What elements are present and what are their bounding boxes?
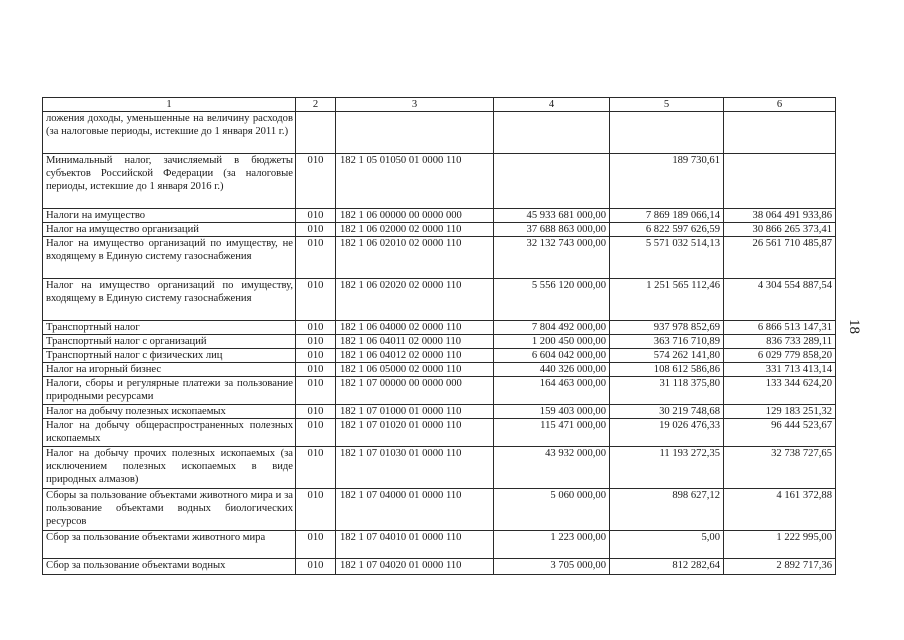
row-value-col6: 133 344 624,20 [724, 377, 836, 405]
table-row [43, 559, 836, 575]
row-value-col6 [724, 154, 836, 209]
row-budget-code: 182 1 05 01050 01 0000 110 [336, 154, 494, 209]
row-budget-code: 182 1 06 04012 02 0000 110 [336, 349, 494, 363]
row-value-col6: 96 444 523,67 [724, 419, 836, 447]
row-budget-code: 182 1 07 00000 00 0000 000 [336, 377, 494, 405]
row-budget-code: 182 1 07 04000 01 0000 110 [336, 489, 494, 531]
row-name: Налоги на имущество [43, 209, 296, 223]
table-row [43, 154, 836, 209]
row-code: 010 [296, 531, 336, 559]
row-value-col4: 3 705 000,00 [494, 559, 610, 575]
row-code: 010 [296, 223, 336, 237]
row-value-col5: 108 612 586,86 [610, 363, 724, 377]
row-budget-code: 182 1 06 04000 02 0000 110 [336, 321, 494, 335]
row-value-col4: 5 556 120 000,00 [494, 279, 610, 321]
row-name: Сбор за пользование объектами водных [43, 559, 296, 575]
table-row [43, 209, 836, 223]
row-value-col5: 11 193 272,35 [610, 447, 724, 489]
row-name: Налог на имущество организаций [43, 223, 296, 237]
column-header: 3 [336, 98, 494, 112]
table-row [43, 405, 836, 419]
row-value-col5: 6 822 597 626,59 [610, 223, 724, 237]
row-value-col5: 937 978 852,69 [610, 321, 724, 335]
row-code: 010 [296, 209, 336, 223]
row-name: Налог на добычу полезных ископаемых [43, 405, 296, 419]
row-value-col6 [724, 112, 836, 154]
column-header: 4 [494, 98, 610, 112]
row-value-col5: 30 219 748,68 [610, 405, 724, 419]
row-value-col5: 5,00 [610, 531, 724, 559]
column-header: 6 [724, 98, 836, 112]
row-value-col6: 38 064 491 933,86 [724, 209, 836, 223]
row-value-col4 [494, 154, 610, 209]
column-header: 5 [610, 98, 724, 112]
row-value-col6: 129 183 251,32 [724, 405, 836, 419]
row-code: 010 [296, 489, 336, 531]
row-name: Налог на имущество организаций по имуществу, не входящему в Единую систему газоснабжения [43, 237, 296, 279]
revenue-table [42, 97, 836, 575]
row-code: 010 [296, 321, 336, 335]
row-value-col4: 43 932 000,00 [494, 447, 610, 489]
row-value-col5: 363 716 710,89 [610, 335, 724, 349]
column-header: 2 [296, 98, 336, 112]
row-value-col5: 5 571 032 514,13 [610, 237, 724, 279]
row-name: Налог на имущество организаций по имуществу, входящему в Единую систему газоснабжения [43, 279, 296, 321]
row-budget-code: 182 1 06 02020 02 0000 110 [336, 279, 494, 321]
row-name: Транспортный налог с физических лиц [43, 349, 296, 363]
row-value-col4: 7 804 492 000,00 [494, 321, 610, 335]
row-value-col5: 19 026 476,33 [610, 419, 724, 447]
row-value-col4: 115 471 000,00 [494, 419, 610, 447]
row-value-col6: 2 892 717,36 [724, 559, 836, 575]
row-value-col6: 4 161 372,88 [724, 489, 836, 531]
row-value-col6: 30 866 265 373,41 [724, 223, 836, 237]
table-row [43, 489, 836, 531]
row-value-col4: 1 223 000,00 [494, 531, 610, 559]
row-budget-code: 182 1 06 04011 02 0000 110 [336, 335, 494, 349]
row-value-col6: 32 738 727,65 [724, 447, 836, 489]
row-value-col4: 1 200 450 000,00 [494, 335, 610, 349]
row-name: Налог на добычу прочих полезных ископаемых (за исключением полезных ископаемых в виде природных алмазов) [43, 447, 296, 489]
row-budget-code: 182 1 06 05000 02 0000 110 [336, 363, 494, 377]
row-code: 010 [296, 279, 336, 321]
row-name: Сбор за пользование объектами животного мира [43, 531, 296, 559]
row-budget-code: 182 1 06 02000 02 0000 110 [336, 223, 494, 237]
row-value-col4: 5 060 000,00 [494, 489, 610, 531]
row-value-col6: 26 561 710 485,87 [724, 237, 836, 279]
table-body [43, 98, 836, 575]
table-row [43, 279, 836, 321]
row-value-col4: 159 403 000,00 [494, 405, 610, 419]
row-name: Транспортный налог с организаций [43, 335, 296, 349]
row-value-col6: 4 304 554 887,54 [724, 279, 836, 321]
row-value-col5: 898 627,12 [610, 489, 724, 531]
row-code: 010 [296, 405, 336, 419]
table-row [43, 237, 836, 279]
column-number-row [43, 98, 836, 112]
row-code: 010 [296, 377, 336, 405]
table-row [43, 223, 836, 237]
row-code: 010 [296, 335, 336, 349]
column-header: 1 [43, 98, 296, 112]
row-budget-code [336, 112, 494, 154]
row-code [296, 112, 336, 154]
row-value-col4: 164 463 000,00 [494, 377, 610, 405]
row-code: 010 [296, 237, 336, 279]
row-code: 010 [296, 447, 336, 489]
row-value-col4: 37 688 863 000,00 [494, 223, 610, 237]
row-value-col4: 440 326 000,00 [494, 363, 610, 377]
row-budget-code: 182 1 06 00000 00 0000 000 [336, 209, 494, 223]
row-value-col5: 189 730,61 [610, 154, 724, 209]
row-name: ложения доходы, уменьшенные на величину расходов (за налоговые периоды, истекшие до 1 января 2011 г.) [43, 112, 296, 154]
row-value-col4: 32 132 743 000,00 [494, 237, 610, 279]
row-budget-code: 182 1 07 01030 01 0000 110 [336, 447, 494, 489]
row-budget-code: 182 1 07 04020 01 0000 110 [336, 559, 494, 575]
row-value-col5: 574 262 141,80 [610, 349, 724, 363]
row-budget-code: 182 1 07 01020 01 0000 110 [336, 419, 494, 447]
row-value-col6: 836 733 289,11 [724, 335, 836, 349]
row-name: Минимальный налог, зачисляемый в бюджеты субъектов Российской Федерации (за налоговые периоды, истекшие до 1 января 2016 г.) [43, 154, 296, 209]
row-code: 010 [296, 419, 336, 447]
row-value-col6: 6 029 779 858,20 [724, 349, 836, 363]
row-value-col5: 812 282,64 [610, 559, 724, 575]
row-value-col6: 331 713 413,14 [724, 363, 836, 377]
row-budget-code: 182 1 07 01000 01 0000 110 [336, 405, 494, 419]
row-code: 010 [296, 363, 336, 377]
row-code: 010 [296, 559, 336, 575]
row-value-col6: 1 222 995,00 [724, 531, 836, 559]
row-budget-code: 182 1 06 02010 02 0000 110 [336, 237, 494, 279]
row-name: Налог на добычу общераспространенных полезных ископаемых [43, 419, 296, 447]
table-row [43, 377, 836, 405]
row-value-col6: 6 866 513 147,31 [724, 321, 836, 335]
table-row [43, 531, 836, 559]
row-value-col4: 6 604 042 000,00 [494, 349, 610, 363]
row-code: 010 [296, 154, 336, 209]
row-value-col5: 31 118 375,80 [610, 377, 724, 405]
row-name: Транспортный налог [43, 321, 296, 335]
row-value-col4 [494, 112, 610, 154]
row-budget-code: 182 1 07 04010 01 0000 110 [336, 531, 494, 559]
table-row [43, 349, 836, 363]
table-row [43, 321, 836, 335]
row-value-col5 [610, 112, 724, 154]
table-row [43, 447, 836, 489]
row-code: 010 [296, 349, 336, 363]
row-name: Налог на игорный бизнес [43, 363, 296, 377]
row-value-col5: 1 251 565 112,46 [610, 279, 724, 321]
page-number: 18 [846, 319, 862, 334]
table-row [43, 363, 836, 377]
table-row [43, 335, 836, 349]
row-value-col4: 45 933 681 000,00 [494, 209, 610, 223]
row-name: Сборы за пользование объектами животного мира и за пользование объектами водных биологических ресурсов [43, 489, 296, 531]
table-row [43, 419, 836, 447]
table-row [43, 112, 836, 154]
row-name: Налоги, сборы и регулярные платежи за пользование природными ресурсами [43, 377, 296, 405]
row-value-col5: 7 869 189 066,14 [610, 209, 724, 223]
